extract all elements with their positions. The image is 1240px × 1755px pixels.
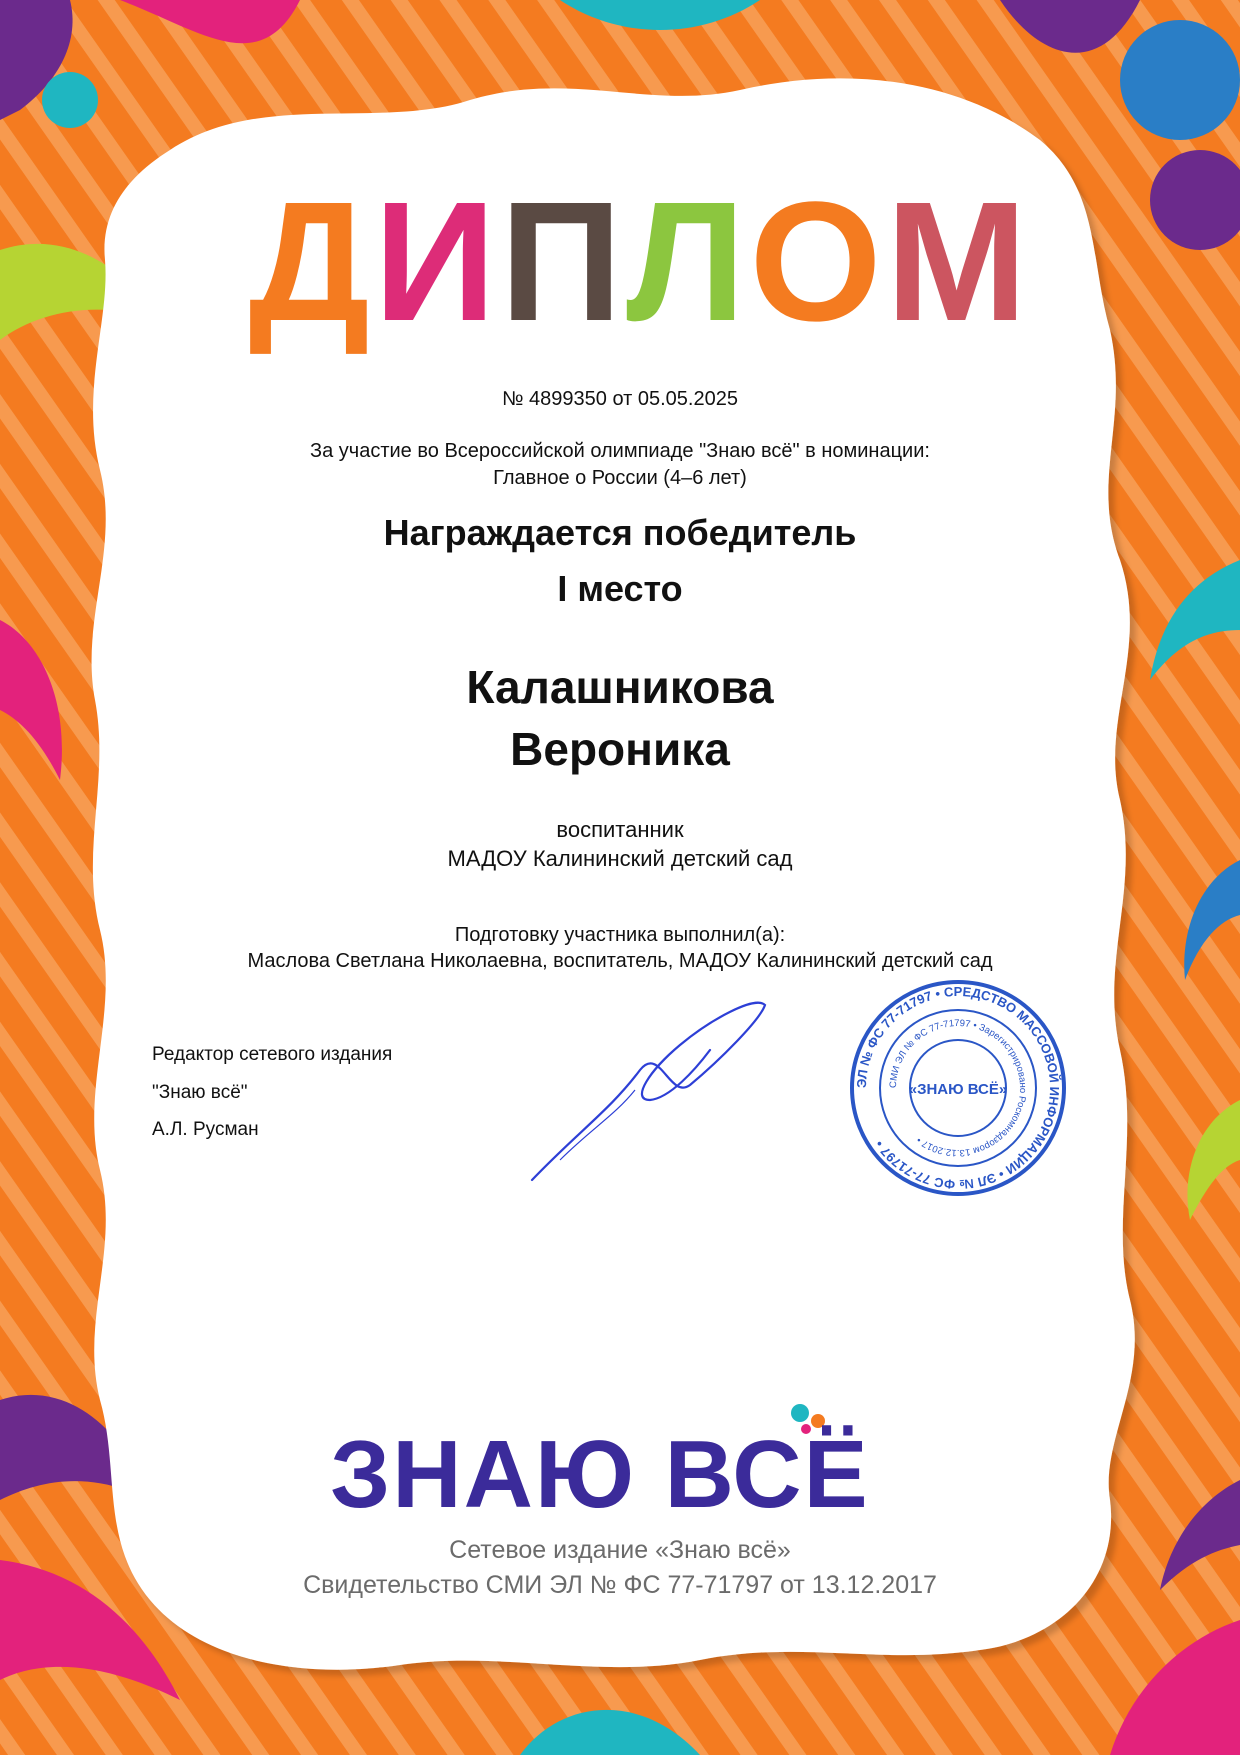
participant-role: воспитанник bbox=[556, 817, 684, 842]
winner-first-name: Вероника bbox=[510, 723, 730, 775]
znayu-vsyo-logo bbox=[330, 1395, 870, 1530]
title-letter: П bbox=[499, 167, 627, 357]
prepared-label: Подготовку участника выполнил(а): bbox=[454, 924, 786, 946]
title-letter: И bbox=[373, 167, 500, 357]
place: I место bbox=[557, 568, 683, 609]
diploma-title bbox=[220, 167, 1060, 357]
title-letter: О bbox=[749, 167, 886, 357]
blue-blob-right bbox=[1120, 20, 1240, 140]
title-letter: Л bbox=[626, 167, 750, 357]
participant-institution: МАДОУ Калининский детский сад bbox=[447, 846, 793, 871]
prepared-by: Маслова Светлана Николаевна, воспитатель, МАДОУ Калининский детский сад bbox=[247, 950, 993, 972]
stamp-center-text: «ЗНАЮ ВСЁ» bbox=[908, 1081, 1008, 1098]
svg-text:ДИПЛОМ bbox=[249, 167, 1032, 357]
diploma-number: № 4899350 от 05.05.2025 bbox=[502, 388, 738, 410]
title-letter: Д bbox=[248, 167, 374, 357]
teal-dot bbox=[42, 72, 98, 128]
editor-publication: "Знаю всё" bbox=[152, 1082, 248, 1103]
footer-certificate: Свидетельство СМИ ЭЛ № ФС 77-71797 от 13.12.2017 bbox=[303, 1571, 937, 1599]
winner-surname: Калашникова bbox=[466, 661, 774, 713]
editor-name: А.Л. Русман bbox=[152, 1119, 259, 1140]
stamp-outer-text: ЭЛ № ФС 77-71797 • СРЕДСТВО МАССОВОЙ ИНФОРМАЦИИ • ЭЛ № ФС 77-71797 • bbox=[853, 983, 1063, 1193]
official-stamp bbox=[848, 978, 1068, 1198]
participation-line: За участие во Всероссийской олимпиаде "Знаю всё" в номинации: bbox=[310, 440, 930, 462]
footer-publication: Сетевое издание «Знаю всё» bbox=[449, 1536, 791, 1564]
signature bbox=[520, 990, 780, 1190]
nomination-line: Главное о России (4–6 лет) bbox=[493, 467, 747, 489]
editor-title: Редактор сетевого издания bbox=[152, 1044, 393, 1065]
title-letter: М bbox=[885, 167, 1032, 357]
award-line: Награждается победитель bbox=[383, 512, 857, 553]
stamp-inner-text: СМИ ЭЛ № ФС 77-71797 • Зарегистрировано Роскомнадзором 13.12.2017 • bbox=[887, 1017, 1029, 1159]
svg-text:ЗНАЮ ВСЁ: ЗНАЮ ВСЁ bbox=[330, 1421, 870, 1528]
